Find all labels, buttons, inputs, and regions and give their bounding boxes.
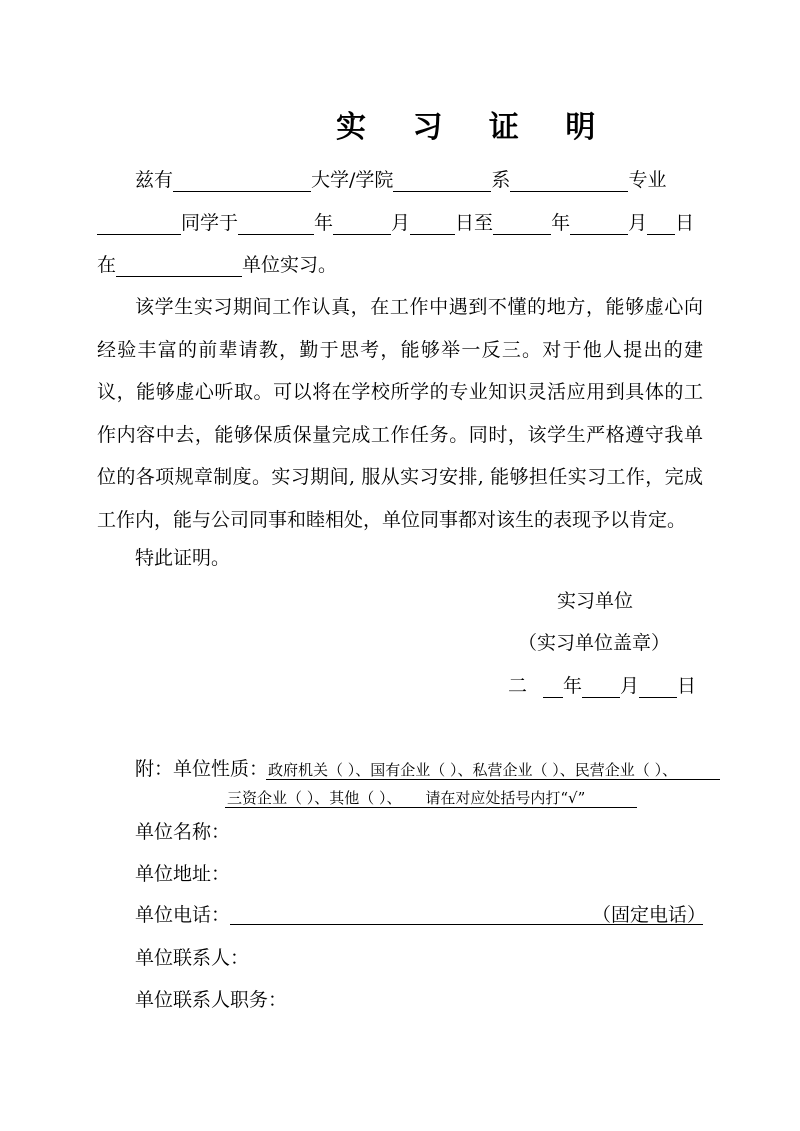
department-label: 系: [491, 169, 511, 191]
intro-line-2: [97, 211, 694, 235]
start-day-label: 日至: [455, 212, 494, 234]
date-month-blank[interactable]: [582, 677, 620, 698]
date-day-label: 日: [677, 675, 697, 697]
end-month-label: 月: [628, 212, 648, 234]
department-blank[interactable]: [393, 171, 491, 192]
options-underline-2: [225, 807, 637, 808]
end-year-label: 年: [551, 212, 571, 234]
unit-address-label: 单位地址：: [135, 863, 231, 885]
prefix-text: 兹有: [135, 169, 174, 191]
intro-line-3: [97, 253, 337, 277]
start-month-blank[interactable]: [333, 214, 391, 235]
date-month-label: 月: [620, 675, 640, 697]
options-underline-1: [266, 779, 720, 780]
body-paragraph: 该学生实习期间工作认真，在工作中遇到不懂的地方，能够虚心向经验丰富的前辈请教，勤于思考，能够举一反三。对于他人提出的建议，能够虚心听取。可以将在学校所学的专业知识灵活应用到具体的工作内容中去，能够保质保量完成工作任务。同时，该学生严格遵守我单位的各项规章制度。实习期间, 服从实习安排, 能够担任实习工作，完成工作内，能与公司同事和睦相处，单位同事都对该生的表现予以肯定。: [97, 296, 703, 531]
unit-phone-note: （固定电话）: [592, 904, 707, 926]
start-year-blank[interactable]: [238, 214, 314, 235]
unit-nature-options-1: 政府机关（ ）、国有企业（ ）、私营企业（ ）、民营企业（ ）、: [268, 761, 678, 779]
signature-unit: 实习单位: [557, 590, 634, 612]
unit-blank[interactable]: [116, 256, 242, 277]
date-prefix: 二: [508, 675, 528, 697]
date-day-blank[interactable]: [639, 677, 677, 698]
location-prefix: 在: [97, 254, 117, 276]
student-name-blank[interactable]: [97, 214, 181, 235]
date-year-label: 年: [563, 675, 583, 697]
end-year-blank[interactable]: [493, 214, 551, 235]
closing-text: 特此证明。: [135, 547, 231, 569]
university-label: 大学/学院: [311, 169, 394, 191]
intro-line-1: [135, 168, 666, 192]
student-label: 同学于: [181, 212, 239, 234]
signature-stamp: （实习单位盖章）: [518, 632, 671, 654]
university-blank[interactable]: [173, 171, 311, 192]
end-month-blank[interactable]: [570, 214, 628, 235]
appendix-label: 附：单位性质：: [135, 758, 269, 780]
major-blank[interactable]: [510, 171, 628, 192]
signature-date: [508, 674, 696, 698]
start-month-label: 月: [391, 212, 411, 234]
major-label: 专业: [628, 169, 667, 191]
document-title: 实 习 证 明: [336, 110, 614, 145]
location-suffix: 单位实习。: [242, 254, 338, 276]
start-day-blank[interactable]: [410, 214, 455, 235]
unit-name-label: 单位名称：: [135, 821, 231, 843]
unit-contact-label: 单位联系人：: [135, 947, 250, 969]
unit-nature-options-2: 三资企业（ ）、其他（ ）、 请在对应处括号内打“√”: [227, 789, 586, 807]
end-day-blank[interactable]: [647, 214, 675, 235]
start-year-label: 年: [314, 212, 334, 234]
unit-phone-label: 单位电话：: [135, 904, 231, 926]
end-day-label: 日: [675, 212, 695, 234]
unit-contact-title-label: 单位联系人职务：: [135, 989, 288, 1011]
date-year-blank[interactable]: [543, 677, 563, 698]
